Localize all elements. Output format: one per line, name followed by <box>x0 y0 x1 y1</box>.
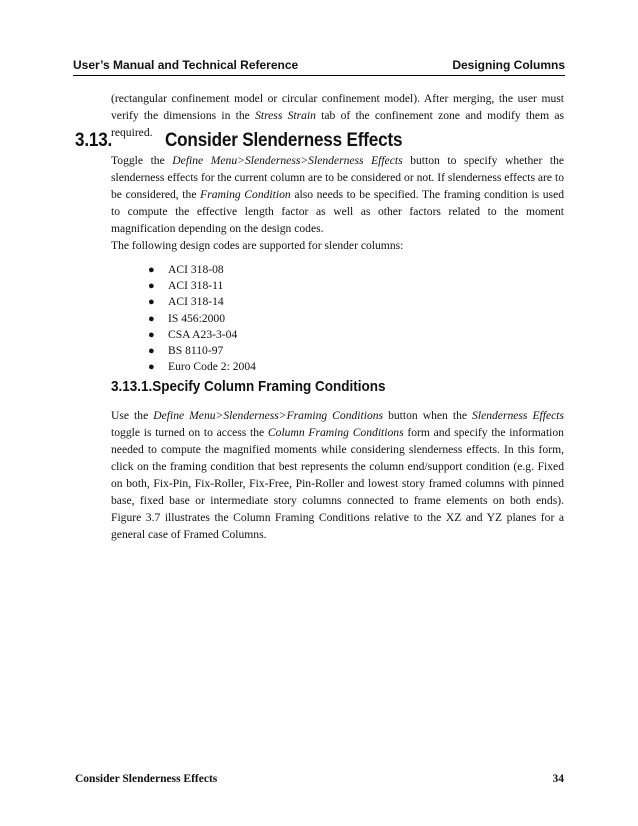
list-item <box>148 327 256 343</box>
running-footer <box>75 773 564 785</box>
p3-text-4: form and specify the information needed to compute the magnified moments while considering slenderness effects. In this form, click on the framing condition that best represents the column end/support condition (e.g. Fixed on both, Fix-Pin, Fix-Roller, Fix-Free, Pin-Roller and lowest story framed columns with pinned base, fixed base or intermediate story columns connected to frame elements on both ends). Figure 3.7 illustrates the Column Framing Conditions relative to the XZ and YZ planes for a general case of Framed Columns. <box>111 426 564 541</box>
code-label: BS 8110-97 <box>168 344 224 358</box>
bullet-icon: ● <box>148 296 155 309</box>
header-title: User’s Manual and Technical Reference <box>73 58 299 72</box>
intro-text-2: tab of the confinement zone and modify them as required. <box>111 109 564 139</box>
p1-text-1: Toggle the <box>111 154 173 167</box>
bullet-icon: ● <box>148 328 155 341</box>
code-label: ACI 318-14 <box>168 295 224 309</box>
bullet-icon: ● <box>148 264 155 276</box>
design-codes-list <box>148 262 256 375</box>
framing-paragraph <box>111 407 564 543</box>
p1-menu-path: Define Menu>Slenderness>Slenderness Effects <box>172 154 403 167</box>
code-label: ACI 318-08 <box>168 263 224 276</box>
section-heading <box>75 130 402 152</box>
code-label: IS 456:2000 <box>168 311 226 325</box>
list-item <box>148 278 256 294</box>
p3-text-2: button when the <box>383 409 473 422</box>
running-header <box>73 58 565 76</box>
p1-text-2: button to specify whether the slenderness effects for the current column are to be considered or not. If slenderness effects are to be considered, the <box>111 154 565 201</box>
header-chapter: Designing Columns <box>452 58 565 72</box>
bullet-icon: ● <box>148 361 155 374</box>
bullet-icon: ● <box>148 312 155 325</box>
subsection-heading: 3.13.1.Specify Column Framing Conditions <box>111 378 386 395</box>
list-item <box>148 343 256 359</box>
list-item <box>148 311 256 327</box>
p1-framing-term: Framing Condition <box>200 188 291 201</box>
p3-text-1: Use the <box>111 409 154 422</box>
section-number: 3.13. <box>75 130 113 151</box>
codes-intro-paragraph: The following design codes are supported for slender columns: <box>111 239 404 252</box>
intro-text-1: (rectangular confinement model or circular confinement model). After merging, the user must verify the dimensions in the <box>111 92 564 122</box>
code-label: CSA A23-3-04 <box>168 327 238 341</box>
p3-toggle-name: Slenderness Effects <box>472 409 564 422</box>
intro-tab-name: Stress Strain <box>255 109 316 122</box>
p3-text-3: toggle is turned on to access the <box>111 426 268 439</box>
bullet-icon: ● <box>148 280 155 293</box>
page-number: 34 <box>552 773 564 785</box>
slenderness-paragraph <box>111 152 564 237</box>
p1-text-3: also needs to be specified. The framing condition is used to compute the effective length factor as well as other factors related to the moment magnification depending on the design codes. <box>111 188 565 235</box>
list-item <box>148 262 256 278</box>
p3-form-name: Column Framing Conditions <box>267 426 404 439</box>
bullet-icon: ● <box>148 345 155 358</box>
code-label: ACI 318-11 <box>168 279 224 293</box>
list-item <box>148 294 256 310</box>
section-title: Consider Slenderness Effects <box>165 130 403 151</box>
p3-menu-path: Define Menu>Slenderness>Framing Conditions <box>153 409 384 422</box>
footer-section-title: Consider Slenderness Effects <box>75 773 218 785</box>
list-item <box>148 359 256 375</box>
code-label: Euro Code 2: 2004 <box>168 360 256 374</box>
